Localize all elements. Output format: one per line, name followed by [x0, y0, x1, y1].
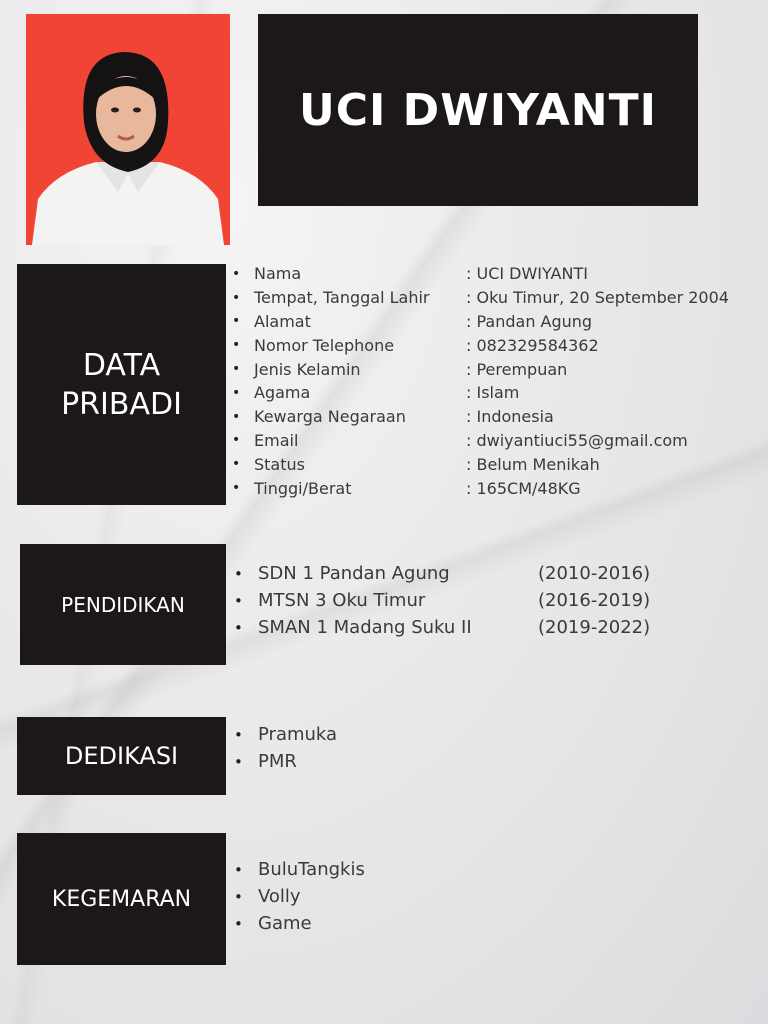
list-item — [234, 910, 365, 937]
bullet: • — [234, 887, 243, 906]
info-value: : Indonesia — [466, 407, 554, 427]
bullet: • — [234, 752, 243, 771]
full-name: UCI DWIYANTI — [298, 84, 658, 136]
school-years: (2010-2016) — [538, 563, 651, 584]
info-row — [232, 286, 729, 310]
education-item — [234, 587, 650, 614]
info-key: Status — [254, 454, 305, 474]
info-row — [232, 333, 729, 357]
section-pendidikan — [20, 544, 226, 665]
education-item — [234, 614, 650, 641]
school-name: SDN 1 Pandan Agung — [258, 563, 450, 584]
hobby-item: Volly — [258, 886, 301, 907]
bullet: • — [234, 725, 243, 744]
dedication-item: PMR — [258, 751, 297, 772]
bullet: • — [234, 914, 243, 933]
dedication-list — [234, 721, 337, 775]
info-value: : 165CM/48KG — [466, 478, 581, 498]
list-item — [234, 856, 365, 883]
info-key: Jenis Kelamin — [254, 359, 361, 379]
bullet: • — [232, 456, 241, 473]
info-key: Agama — [254, 383, 311, 403]
name-banner — [258, 14, 698, 206]
info-key: Tempat, Tanggal Lahir — [254, 288, 430, 308]
section-title-line1: DATA — [82, 347, 161, 383]
bullet: • — [232, 408, 241, 425]
section-title-line2: PRIBADI — [61, 386, 182, 422]
school-years: (2016-2019) — [538, 590, 651, 611]
bullet: • — [232, 361, 241, 378]
section-dedikasi — [17, 717, 226, 795]
info-value: : UCI DWIYANTI — [466, 264, 588, 284]
dedication-item: Pramuka — [258, 724, 338, 745]
school-name: MTSN 3 Oku Timur — [258, 590, 426, 611]
info-row — [232, 452, 729, 476]
info-value: : Perempuan — [466, 359, 568, 379]
bullet: • — [232, 480, 241, 497]
info-key: Email — [254, 430, 299, 450]
bullet: • — [232, 384, 241, 401]
info-value: : 082329584362 — [466, 335, 599, 355]
education-item — [234, 560, 650, 587]
info-key: Kewarga Negaraan — [254, 407, 406, 427]
info-value: : Islam — [466, 383, 520, 403]
hobby-list — [234, 856, 365, 937]
bullet: • — [234, 564, 243, 583]
section-title: PENDIDIKAN — [61, 592, 185, 617]
info-value: : Oku Timur, 20 September 2004 — [466, 288, 729, 308]
list-item — [234, 721, 337, 748]
list-item — [234, 883, 365, 910]
section-title: DEDIKASI — [64, 742, 179, 770]
bullet: • — [234, 591, 243, 610]
hobby-item: BuluTangkis — [258, 859, 365, 880]
info-key: Tinggi/Berat — [254, 478, 352, 498]
section-kegemaran — [17, 833, 226, 965]
bullet: • — [234, 860, 243, 879]
info-value: : Belum Menikah — [466, 454, 600, 474]
list-item — [234, 748, 337, 775]
profile-photo — [26, 14, 230, 245]
section-data-pribadi — [17, 264, 226, 505]
info-row — [232, 357, 729, 381]
info-row — [232, 310, 729, 334]
bullet: • — [234, 618, 243, 637]
education-list — [234, 560, 650, 641]
section-title: KEGEMARAN — [51, 886, 192, 912]
hobby-item: Game — [258, 913, 312, 934]
bullet: • — [232, 432, 241, 449]
school-years: (2019-2022) — [538, 617, 651, 638]
bullet: • — [232, 289, 241, 306]
info-key: Alamat — [254, 311, 311, 331]
info-row — [232, 381, 729, 405]
info-key: Nomor Telephone — [254, 335, 395, 355]
bullet: • — [232, 265, 241, 282]
info-row — [232, 405, 729, 429]
info-value: : dwiyantiuci55@gmail.com — [466, 430, 688, 450]
bullet: • — [232, 337, 241, 354]
school-name: SMAN 1 Madang Suku II — [258, 617, 472, 638]
info-row — [232, 262, 729, 286]
personal-info-list — [232, 262, 729, 500]
bullet: • — [232, 313, 241, 330]
info-row — [232, 476, 729, 500]
info-key: Nama — [254, 264, 302, 284]
info-value: : Pandan Agung — [466, 311, 593, 331]
info-row — [232, 429, 729, 453]
